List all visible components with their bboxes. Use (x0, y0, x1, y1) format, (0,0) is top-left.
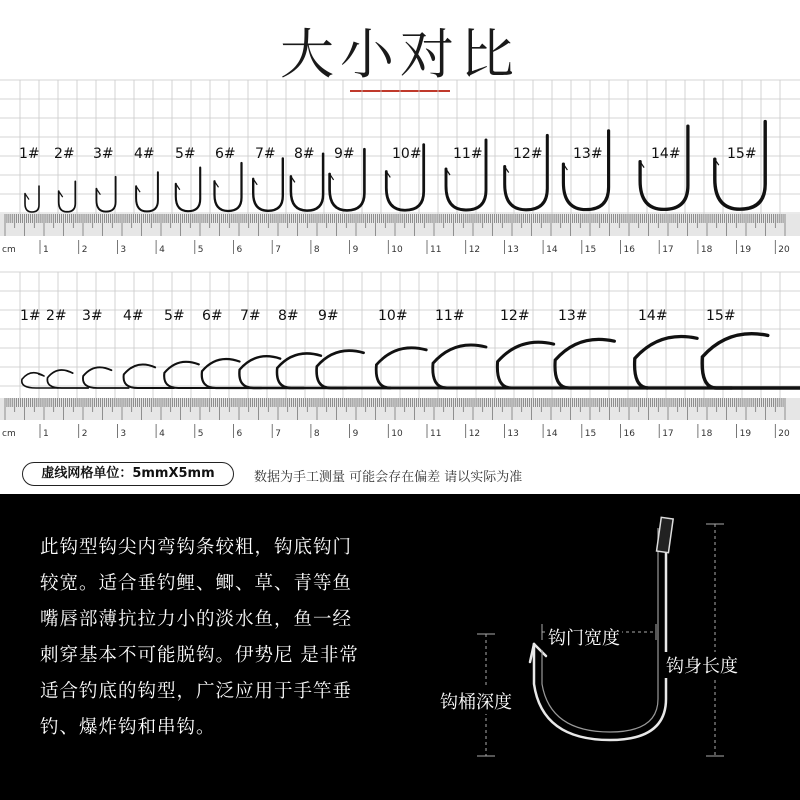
shank-length-label: 钩身长度 (664, 652, 740, 678)
description-line: 刺穿基本不可能脱钩。伊势尼 是非常 (40, 645, 359, 666)
ruler-number: 3 (120, 245, 127, 255)
hook-size-label: 2# (54, 146, 75, 162)
ruler-number: 8 (313, 429, 320, 439)
hook-shape (239, 356, 303, 388)
ruler-number: 10 (391, 429, 403, 439)
ruler-number: 18 (700, 429, 713, 439)
ruler-number: 2 (81, 429, 88, 439)
hook-size-label: 4# (123, 308, 144, 324)
ruler-number: 1 (43, 245, 49, 255)
hook-size-label: 10# (378, 308, 408, 324)
description-line: 较宽。适合垂钓鲤、鲫、草、青等鱼 (40, 573, 353, 594)
hook-size-label: 1# (19, 146, 40, 162)
hook-side (54, 146, 75, 212)
ruler-number: 2 (81, 245, 88, 255)
ruler-number: 8 (313, 245, 320, 255)
description-line: 嘴唇部薄抗拉力小的淡水鱼，鱼一经 (40, 609, 353, 630)
size-panel-front (0, 268, 800, 458)
hook-size-label: 11# (435, 308, 465, 324)
ruler-number: 17 (662, 429, 674, 439)
size-panel-side (0, 76, 800, 266)
grid-unit-badge: 虚线网格单位：5mmX5mm (22, 462, 234, 486)
page-title: 大小对比 (280, 23, 520, 86)
ruler-number: 12 (468, 429, 481, 439)
hook-side (386, 145, 423, 211)
size-chart-side (0, 76, 800, 266)
hook-size-label: 3# (82, 308, 103, 324)
ruler-number: 9 (352, 245, 359, 255)
hook-size-label: 15# (727, 146, 757, 162)
ruler-number: 4 (159, 245, 165, 255)
hook-size-label: 1# (20, 308, 41, 324)
gap-width-label: 钩门宽度 (546, 624, 622, 650)
ruler-number: 16 (623, 429, 635, 439)
hook-size-label: 6# (202, 308, 223, 324)
description-line: 钓、爆炸钩和串钩。 (40, 717, 216, 738)
ruler-number: 20 (778, 245, 790, 255)
ruler-number: 14 (546, 429, 558, 439)
measurement-disclaimer: 数据为手工测量 可能会存在偏差 请以实际为准 (254, 470, 523, 485)
ruler-number: 7 (275, 429, 281, 439)
hook-shape (253, 158, 283, 210)
ruler-number: 18 (700, 245, 713, 255)
hook-size-label: 7# (255, 146, 276, 162)
ruler-number: 9 (352, 429, 359, 439)
ruler-unit: cm (2, 429, 16, 439)
hook-side (134, 146, 158, 211)
ruler-number: 19 (739, 245, 752, 255)
hook-shape (563, 131, 608, 210)
ruler-number: 5 (197, 245, 204, 255)
ruler-number: 13 (507, 429, 519, 439)
hook-size-label: 13# (558, 308, 588, 324)
hook-size-label: 9# (334, 146, 355, 162)
hook-size-label: 8# (294, 146, 315, 162)
ruler-number: 11 (430, 245, 442, 255)
hook-shape (291, 154, 323, 211)
hook-description (40, 530, 410, 746)
ruler-number: 13 (507, 245, 519, 255)
hook-size-label: 2# (46, 308, 67, 324)
bend-depth-label: 钩桶深度 (438, 688, 514, 714)
description-line: 此钩型钩尖内弯钩条较粗，钩底钩门 (40, 537, 353, 558)
hook-shape (715, 122, 765, 210)
hook-size-label: 10# (392, 146, 422, 162)
ruler-number: 4 (159, 429, 165, 439)
hook-size-label: 15# (706, 308, 736, 324)
hook-size-label: 3# (93, 146, 114, 162)
ruler-number: 16 (623, 245, 635, 255)
hook-size-label: 14# (651, 146, 681, 162)
ruler (0, 398, 800, 439)
hook-shape (277, 353, 346, 388)
hook-side (563, 131, 608, 210)
hook-size-label: 7# (240, 308, 261, 324)
hook-shape (702, 334, 800, 388)
hook-size-label: 4# (134, 146, 155, 162)
hook-size-label: 5# (175, 146, 196, 162)
hook-shape (59, 181, 76, 211)
ruler (0, 214, 800, 255)
hook-size-label: 12# (500, 308, 530, 324)
hook-side (715, 122, 765, 210)
description-section (0, 494, 800, 800)
hook-size-label: 9# (318, 308, 339, 324)
ruler-number: 11 (430, 429, 442, 439)
hook-size-label: 11# (453, 146, 483, 162)
ruler-number: 15 (584, 245, 597, 255)
ruler-number: 17 (662, 245, 674, 255)
ruler-number: 12 (468, 245, 481, 255)
ruler-number: 10 (391, 245, 403, 255)
hook-size-label: 12# (513, 146, 543, 162)
ruler-number: 6 (236, 245, 243, 255)
hook-shape (164, 362, 219, 388)
hook-shape (202, 359, 262, 388)
hook-shape (25, 186, 39, 212)
ruler-number: 3 (120, 429, 127, 439)
hook-side (505, 135, 548, 209)
description-line: 适合钓底的钩型，广泛应用于手竿垂 (40, 681, 353, 702)
ruler-number: 7 (275, 245, 281, 255)
ruler-number: 14 (546, 245, 558, 255)
ruler-number: 15 (584, 429, 597, 439)
ruler-number: 1 (43, 429, 49, 439)
ruler-unit: cm (2, 245, 16, 255)
hook-size-label: 6# (215, 146, 236, 162)
hook-size-label: 13# (573, 146, 603, 162)
ruler-number: 5 (197, 429, 204, 439)
hook-shape (433, 345, 516, 388)
ruler-number: 20 (778, 429, 790, 439)
hook-size-label: 5# (164, 308, 185, 324)
ruler-number: 6 (236, 429, 243, 439)
hook-shape (497, 342, 585, 388)
hook-side (19, 146, 40, 212)
hook-size-label: 14# (638, 308, 668, 324)
hook-size-label: 8# (278, 308, 299, 324)
hook-shape (83, 367, 129, 388)
size-chart-front (0, 268, 800, 458)
ruler-number: 19 (739, 429, 752, 439)
